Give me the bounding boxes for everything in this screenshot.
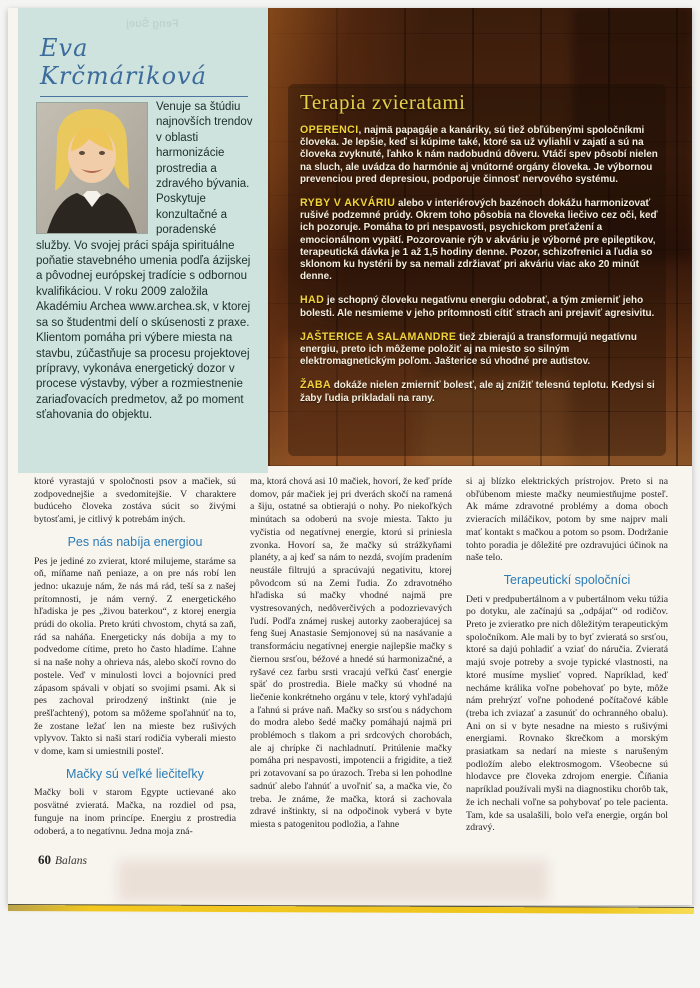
feature-item-birds [300, 124, 658, 186]
magazine-name: Balans [55, 855, 87, 867]
bleedthrough-shape [118, 860, 548, 902]
article-columns [34, 476, 668, 838]
author-photo [36, 102, 148, 234]
bleedthrough-text: Feng Šuej [126, 18, 179, 30]
article-column-2 [250, 476, 452, 838]
column3-paragraph-children: Deti v predpubertálnom a v pubertálnom veku túžia po dotyku, ale začínajú sa „odpájať“ od rodičov. Preto je zvieratko pre nich dôležitým terapeutickým spoločníkom. Ale mali by to byť zvieratá so srsťou, ktoré sa dajú pohladiť a vziať do náručia. Zvieratá majú svoje potreby a svoje typické vlastnosti, na ktoré musíme myslieť vopred. Napríklad, keď necháme králika voľne pobehovať po byte, môže nám prehrýzť voľne pohodené počítačové káble (treba ich zviazať a zasunúť do ochranného obalu). Ani on si v byte nesadne na miesto s rušivými energiami. Rovnako škrečkom a morským prasiatkam sa nedarí na mieste s narušeným podložím alebo elektrosmogom. Všeobecne sú hlodavce pre človeka zdrojom energie. Číňania napríklad používali myši na diagnostiku chorôb tak, že ich nechali voľne sa pohybovať po tele pacienta. Tam, kde sa usalašili, bolo veľa energie, orgán bol zdravý. [466, 593, 668, 834]
page-footer [38, 851, 87, 869]
column1-paragraph-cats: Mačky boli v starom Egypte uctievané ako posvätné zvieratá. Mačka, na rozdiel od psa, funguje na inom princípe. Energiu z prostredia odoberá, a to negatívnu. Jedna moja zná- [34, 787, 236, 837]
author-bio-wrap: Venuje sa štúdiu najnovších trendov v oblasti harmonizácie prostredia a zdravého bývania. Poskytuje konzultačné [156, 101, 253, 221]
feature-text: , najmä papagáje a kanáriky, sú tiež obľúbenými spoločníkmi človeka. Je lepšie, keď si kúpime také, ktoré sa už vyliahli v zajatí a sú na človeka zvyknuté, ľahko k nám nadobudnú dôveru. Vtáčí spev pôsobí nielen na sluch, ale uvádza do harmónie aj vnútorné orgány človeka. Je výbornou prevenciou pred depresiou, podporuje činnosť nervového systému. [300, 125, 658, 185]
column3-paragraph-cats: si aj blízko elektrických prístrojov. Preto si na obľúbenom mieste mačky neumiestňujme posteľ. Ak máme zdravotné problémy a doma oboch zvieracích miláčikov, potom by sme najprv mali mať kontakt s mačkou a potom so psom. Dodržanie tohto poradia je dôležité pre ozdravujúci účinok na naše telo. [466, 476, 668, 564]
heading-cats-healers: Mačky sú veľké liečiteľky [66, 766, 204, 781]
feature-lead: ŽABA [300, 379, 332, 392]
author-sidebar [18, 8, 268, 473]
article-column-3 [466, 476, 668, 838]
feature-item-snake [300, 294, 658, 319]
column1-paragraph-dog: Pes je jediné zo zvierat, ktoré milujeme, staráme sa oň, míňame naň peniaze, a on pre nás robí len jedno: ukazuje nám, že nás má rád, teší sa z našej prítomnosti, je nám verný. Z energetického hľadiska je pes „živou baterkou“, z ktorej energia prúdi do okolia. Preto krúti chvostom, chytá sa zaň, rád sa naháňa. Energeticky nás dobíja a my to podvedome cítime, preto ho často hladíme. Ľahne si na naše nohy a ohrieva nás, alebo skočí rovno do postele. Veď v minulosti lovci a bojovníci pred zápasom spávali v objatí so svojimi psami. Ak si pes zachoval prirodzený inštinkt (nie je prešľachtený), potom sa môžeme spoľahnúť na to, že zostane ležať len na mieste bez rušivých vplyvov. Takto si naši starí rodičia vyberali miesto v dome, kam si umiestnili posteľ. [34, 555, 236, 758]
column1-intro: ktoré vyrastajú v spoločnosti psov a mačiek, sú zodpovednejšie a svedomitejšie. V charaktere budúceho človeka zostáva súcit so živými bytosťami, je citlivý k potrebám iných. [34, 476, 236, 526]
feature-lead: HAD [300, 294, 325, 307]
feature-title: Terapia zvieratami [300, 90, 466, 114]
feature-item-frog [300, 379, 658, 404]
heading-therapeutic-companions: Terapeutickí spoločníci [503, 572, 631, 587]
feature-text: je schopný človeku negatívnu energiu odobrať, a tým zmierniť jeho bolesti. Ale nesmieme v jeho prítomnosti cítiť strach ani prejaviť agresivitu. [300, 295, 655, 319]
next-page-edge [8, 905, 694, 914]
feature-items [300, 124, 658, 416]
feature-item-lizards [300, 331, 658, 369]
feature-text: tiež zbierajú a transformujú negatívnu energiu, preto ich môžeme položiť aj na miesto so silným elektromagnetickým poľom. Jašterice sú vhodné pre autistov. [300, 331, 637, 368]
feature-lead: RYBY V AKVÁRIU [300, 197, 396, 210]
feature-text: dokáže nielen zmierniť bolesť, ale aj znížiť telesnú teplotu. Kedysi si žaby ľudia prikladali na rany. [300, 380, 655, 404]
feature-lead: JAŠTERICE A SALAMANDRE [300, 330, 457, 343]
author-name: Eva Krčmáriková [40, 34, 248, 97]
feature-box [268, 8, 692, 466]
article-column-1 [34, 476, 236, 838]
feature-item-fish [300, 197, 658, 283]
page-number: 60 [38, 852, 51, 867]
feature-text: alebo v interiérových bazénoch dokážu harmonizovať rušivé podzemné prúdy. Okrem toho pôsobia na človeka liečivo cez oči, keď ich pozoruje. Pomáha to pri nespavosti, psychickom preťažení a emocionálnom vypätí. Pozorovanie rýb v akváriu je výborné pre epileptikov, terapeutická dávka je 1 až 1,5 hodiny denne. Pozor, schizofrenici a ľudia so sklonom ku hystérii by sa nemali zdržiavať pri akváriu viac ako 20 minút denne. [300, 198, 658, 283]
column2-paragraph: ma, ktorá chová asi 10 mačiek, hovorí, že keď príde domov, pár mačiek jej pri dverách skočí na ramená a šiju, ostatné sa obtierajú o nohy. Po niekoľkých minútach sa odoberú na svoje miesta. Takto ju vyčistia od negatívnej energie, ktorú si priniesla zvonka. Hovorí sa, že mačky sú strážkyňami planéty, a aj keď sa nám to nezdá, svojím pradením neustále filtrujú a spracúvajú negativitu, ktorej pôvodcom sú na Zemi ľudia. Zo zdravotného hľadiska sú mačky vhodné najmä pre vystresovaných, nedôverčivých a podozrievavých ľudí. Podľa známej ruskej autorky zaoberajúcej sa feng šuej Anastasie Semjonovej sú na nasávanie a transformáciu negatívnej energie najlepšie mačky s čiernou srsťou, béžové a hnedé sú harmonizačné, a ryšavé cez farbu srsti vracajú veľkú časť energie späť do prostredia. Biele mačky sú vhodné na liečenie konkrétneho orgánu v tele, ktorý vyhľadajú a ľahnú si práve naň. Mačky so srsťou s nádychom do modra alebo šedé mačky pomáhajú najmä pri problémoch s tlakom a pri srdcových chorobách, ale aj chrípke či nachladnutí. Pritúlenie mačky pomáha pri nespavosti, impotencii a frigidite, a tiež pri zotavovaní sa po úrazoch. Treba si len pohodlne sadnúť alebo ľahnúť a uvoľniť sa, a mačka vie, čo treba. Je známe, že mačka, ktorá si zachovala zdravé inštinkty, si na odpočinok vyberá v byte miesta s patogenitou podložia, a ľahne [250, 476, 452, 830]
author-bio [36, 100, 254, 424]
portrait-illustration [37, 103, 147, 233]
magazine-page [8, 8, 692, 905]
author-bio-rest: a poradenské služby. Vo svojej práci spája spirituálne poňatie stavebného umenia podľa ázijskej a pôvodnej európskej tradície s odbornou kvalifikáciou. V roku 2009 založila Akadémiu Archea www.archea.sk, v ktorej sa so študentmi delí o skúsenosti z praxe. Klientom pomáha pri výbere miesta na stavbu, zúčastňuje sa procesu projektovej prípravy, vykonáva energetický dozor v procese výstavby, výber a rozmiestnenie zariaďovacích predmetov, až po moment sťahovania do objektu. [36, 208, 251, 422]
feature-lead: OPERENCI [300, 124, 359, 136]
heading-dog-energy: Pes nás nabíja energiou [67, 534, 203, 549]
